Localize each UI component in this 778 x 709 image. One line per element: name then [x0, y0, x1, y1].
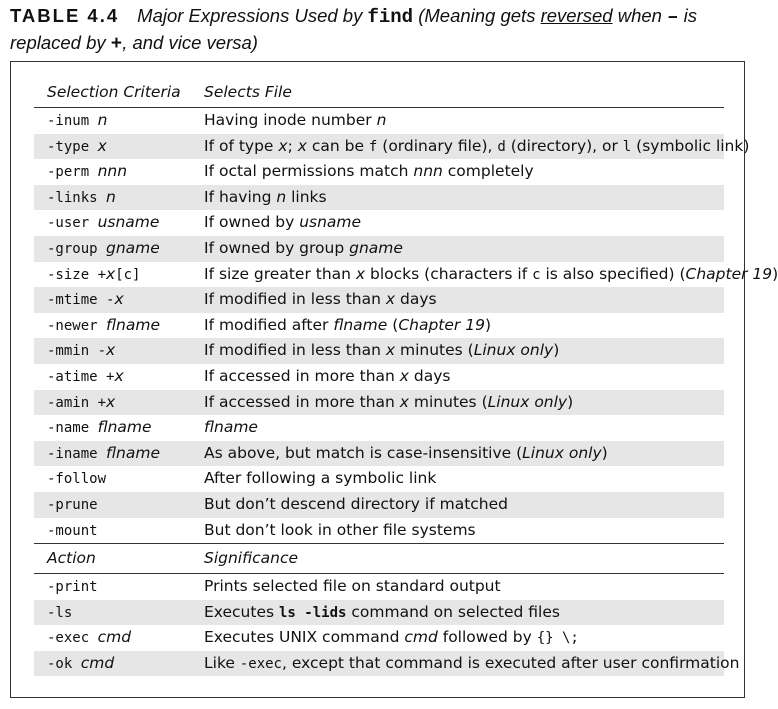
text-segment: -ls — [47, 604, 73, 621]
text-segment: If size greater than — [204, 264, 356, 283]
expression-cell — [47, 625, 131, 652]
caption-text-mid: (Meaning gets — [413, 5, 541, 26]
text-segment: n — [97, 111, 108, 129]
expression-cell — [47, 338, 115, 365]
expression-cell — [47, 313, 160, 340]
text-segment: minutes ( — [408, 392, 488, 411]
description-cell — [204, 415, 258, 441]
caption-underlined: reversed — [540, 5, 613, 26]
text-segment: If modified in less than — [204, 290, 386, 309]
text-segment: -mtime - — [47, 292, 115, 309]
text-segment: links — [286, 187, 327, 206]
text-segment: -group — [47, 240, 107, 257]
description-cell — [204, 210, 361, 236]
text-segment: Chapter 19 — [398, 315, 485, 334]
description-cell — [204, 287, 437, 313]
table-number: TABLE 4.4 — [10, 5, 120, 26]
text-segment: n — [106, 187, 116, 206]
text-segment: If having — [204, 187, 277, 206]
text-segment: {} \; — [536, 630, 579, 647]
text-segment: If owned by group — [204, 238, 350, 257]
header-selects-file: Selects File — [204, 83, 292, 101]
text-segment: Linux only — [487, 392, 568, 411]
find-expressions-table — [34, 78, 778, 676]
text-segment: If modified in less than — [204, 341, 386, 360]
text-segment: x — [106, 264, 116, 283]
caption-line-1 — [10, 3, 755, 30]
text-segment: x — [106, 392, 116, 411]
text-segment: (ordinary file), — [377, 136, 498, 155]
description-cell — [204, 108, 386, 134]
text-segment: ) — [484, 315, 491, 334]
caption-command: find — [367, 6, 414, 28]
description-cell — [204, 466, 436, 492]
text-segment: Linux only — [473, 341, 554, 360]
table-row — [34, 236, 724, 262]
text-segment: cmd — [97, 628, 132, 647]
expression-cell — [47, 441, 160, 468]
expression-cell — [47, 415, 152, 442]
description-cell — [204, 338, 559, 364]
header-significance: Significance — [204, 549, 299, 568]
text-segment: x — [399, 392, 409, 411]
text-segment: x — [399, 366, 409, 385]
text-segment: If accessed in more than — [204, 366, 400, 385]
text-segment: -amin + — [47, 394, 107, 411]
caption-line2-b: , and vice versa) — [122, 32, 258, 53]
text-segment: flname — [333, 315, 388, 334]
table-row — [34, 108, 724, 134]
table-row — [34, 313, 724, 339]
text-segment: usname — [97, 213, 160, 232]
text-segment: flname — [106, 315, 160, 334]
table-row — [34, 262, 778, 288]
text-segment: [c] — [115, 266, 141, 283]
text-segment: can be — [306, 136, 369, 155]
selection-rows — [34, 108, 778, 543]
text-segment: -prune — [47, 496, 98, 513]
text-segment: ) — [772, 264, 778, 283]
text-segment: -print — [47, 579, 98, 596]
text-segment: (directory), or — [505, 136, 623, 155]
text-segment: -mount — [47, 522, 98, 539]
text-segment: ( — [387, 315, 399, 334]
text-segment: days — [395, 290, 437, 309]
text-segment: gname — [106, 238, 160, 257]
description-cell — [204, 390, 573, 416]
text-segment: flname — [106, 443, 160, 462]
table-row — [34, 466, 724, 492]
description-cell — [204, 236, 403, 262]
text-segment: x — [114, 366, 124, 385]
table-row — [34, 364, 724, 390]
text-segment: But don’t look in other file systems — [204, 520, 476, 539]
description-cell — [204, 518, 476, 544]
text-segment: If accessed in more than — [204, 392, 400, 411]
text-segment: ; — [287, 136, 298, 155]
text-segment: x — [297, 136, 307, 155]
text-segment: -atime + — [47, 368, 115, 385]
expression-cell — [47, 159, 127, 186]
text-segment: -links — [47, 189, 107, 206]
expression-cell — [47, 262, 141, 289]
text-segment: x — [97, 136, 107, 155]
description-cell — [204, 262, 778, 289]
expression-cell — [47, 600, 72, 627]
text-segment: -user — [47, 215, 98, 232]
text-segment: (symbolic link) — [631, 136, 750, 155]
text-segment: Executes UNIX command — [204, 628, 405, 647]
text-segment: -iname — [47, 445, 107, 462]
text-segment: ls -lids — [279, 604, 347, 621]
expression-cell — [47, 518, 98, 545]
table-row — [34, 600, 724, 626]
caption-line2-a: replaced by — [10, 32, 111, 53]
text-segment: -ok — [47, 655, 81, 672]
text-segment: As above, but match is case-insensitive ( — [204, 443, 523, 462]
text-segment: Like — [204, 653, 240, 672]
table-row — [34, 338, 724, 364]
expression-cell — [47, 134, 107, 161]
text-segment: -mmin - — [47, 343, 107, 360]
table-row — [34, 159, 724, 185]
text-segment: n — [376, 111, 387, 129]
text-segment: nnn — [97, 162, 128, 181]
selection-header-row — [34, 78, 724, 108]
description-cell — [204, 134, 749, 161]
description-cell — [204, 574, 501, 600]
table-row — [34, 287, 724, 313]
text-segment: -size + — [47, 266, 107, 283]
caption-line-2 — [10, 30, 755, 57]
expression-cell — [47, 364, 124, 391]
text-segment: -exec — [47, 630, 98, 647]
caption-text-post1: when — [612, 5, 668, 26]
action-header-row — [34, 543, 724, 574]
text-segment: x — [278, 136, 288, 155]
table-row — [34, 441, 724, 467]
text-segment: days — [408, 366, 451, 385]
text-segment: Executes — [204, 602, 279, 621]
text-segment: Linux only — [522, 443, 602, 462]
table-row — [34, 574, 724, 600]
expression-cell — [47, 210, 159, 237]
text-segment: After following a symbolic link — [204, 469, 437, 488]
description-cell — [204, 313, 491, 339]
header-selection-criteria: Selection Criteria — [47, 83, 181, 101]
expression-cell — [47, 287, 124, 314]
text-segment: x — [355, 264, 366, 283]
text-segment: is also specified) ( — [540, 264, 686, 283]
text-segment: Chapter 19 — [685, 264, 773, 283]
expression-cell — [47, 574, 98, 601]
text-segment: -follow — [47, 471, 107, 488]
text-segment: -newer — [47, 317, 107, 334]
text-segment: usname — [299, 213, 362, 232]
caption-text-post2: is — [678, 5, 697, 26]
text-segment: Having inode number — [204, 111, 377, 129]
text-segment: ) — [553, 341, 560, 360]
text-segment: followed by — [437, 628, 537, 647]
description-cell — [204, 159, 534, 185]
header-action: Action — [47, 549, 96, 568]
table-row — [34, 518, 724, 544]
text-segment: , except that command is executed after user confirmation — [282, 653, 740, 672]
text-segment: Prints selected file on standard output — [204, 577, 501, 596]
expression-cell — [47, 185, 116, 212]
text-segment: x — [385, 341, 396, 360]
action-rows — [34, 574, 740, 676]
text-segment: If owned by — [204, 213, 300, 232]
description-cell — [204, 364, 450, 390]
text-segment: x — [385, 290, 396, 309]
expression-cell — [47, 236, 160, 263]
text-segment: d — [497, 138, 506, 155]
text-segment: nnn — [413, 162, 443, 181]
text-segment: blocks (characters if — [365, 264, 533, 283]
text-segment: gname — [349, 238, 403, 257]
text-segment: l — [622, 138, 632, 155]
description-cell — [204, 185, 327, 211]
caption-text-pre: Major Expressions Used by — [137, 5, 368, 26]
table-row — [34, 134, 750, 160]
text-segment: f — [368, 138, 378, 155]
expression-cell — [47, 466, 106, 493]
description-cell — [204, 441, 608, 467]
description-cell — [204, 651, 739, 678]
caption-plus: + — [110, 33, 123, 55]
text-segment: If modified after — [204, 315, 334, 334]
text-segment: c — [532, 266, 541, 283]
text-segment: cmd — [80, 653, 115, 672]
text-segment: -name — [47, 420, 98, 437]
description-cell — [204, 492, 508, 518]
text-segment: -perm — [47, 164, 98, 181]
table-row — [34, 415, 724, 441]
text-segment: -inum — [47, 113, 98, 129]
text-segment: x — [114, 290, 124, 309]
description-cell — [204, 600, 560, 627]
text-segment: If of type — [204, 136, 279, 155]
expression-cell — [47, 651, 114, 678]
text-segment: ) — [601, 443, 608, 462]
table-row — [34, 625, 724, 651]
text-segment: flname — [97, 418, 152, 437]
text-segment: ) — [567, 392, 574, 411]
table-row — [34, 651, 740, 677]
caption-minus: – — [667, 6, 679, 28]
text-segment: But don’t descend directory if matched — [204, 494, 508, 513]
expression-cell — [47, 390, 115, 417]
text-segment: flname — [204, 418, 258, 437]
table-row — [34, 390, 724, 416]
table-row — [34, 210, 724, 236]
text-segment: -type — [47, 138, 98, 155]
text-segment: n — [276, 187, 287, 206]
table-caption — [10, 3, 755, 57]
text-segment: x — [106, 341, 116, 360]
table-row — [34, 492, 724, 518]
description-cell — [204, 625, 579, 652]
text-segment: command on selected files — [346, 602, 560, 621]
table-row — [34, 185, 724, 211]
text-segment: -exec — [239, 655, 282, 672]
expression-cell — [47, 492, 98, 519]
text-segment: minutes ( — [395, 341, 474, 360]
text-segment: If octal permissions match — [204, 162, 414, 181]
text-segment: cmd — [404, 628, 438, 647]
text-segment: completely — [442, 162, 534, 181]
expression-cell — [47, 108, 107, 135]
